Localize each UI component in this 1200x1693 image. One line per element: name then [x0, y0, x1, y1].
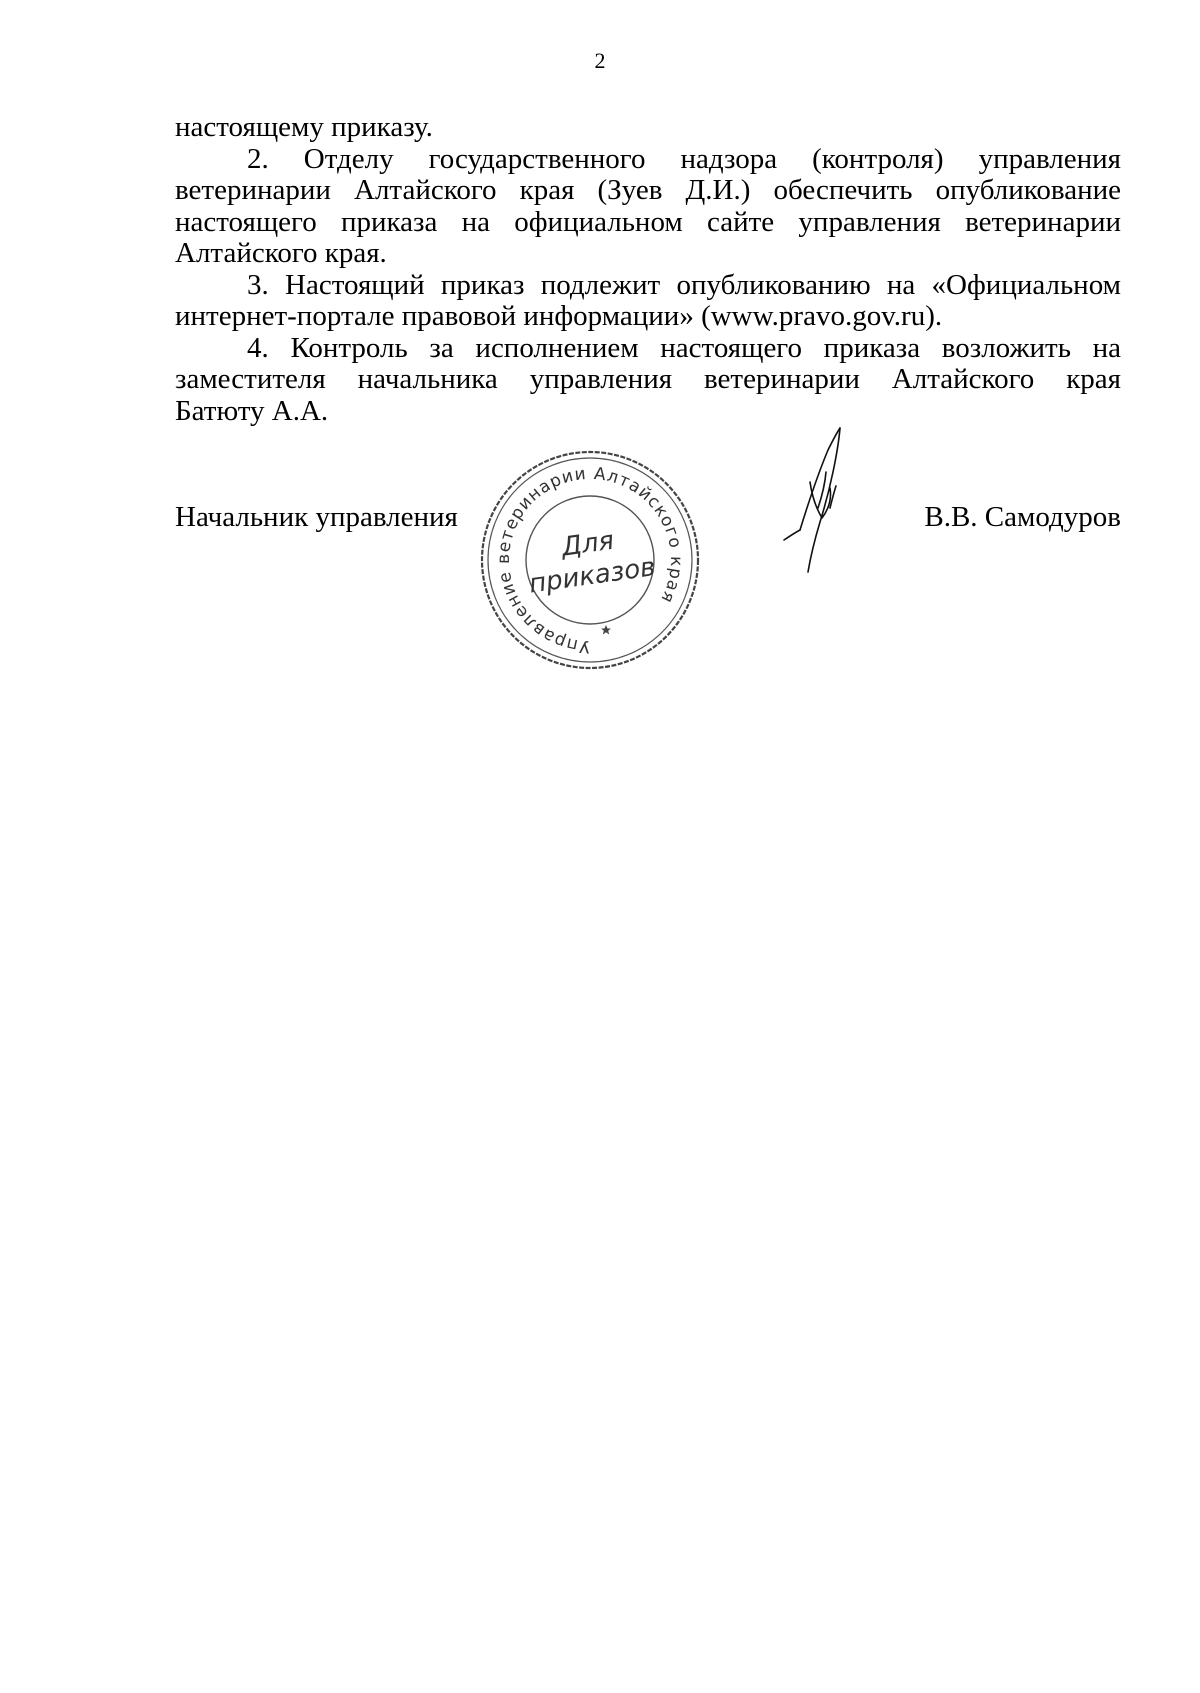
- signer-title: Начальник управления: [175, 501, 458, 533]
- stamp-star-icon: [601, 625, 611, 635]
- stamp-ring-textpath: Управление ветеринарии Алтайского края: [493, 463, 687, 657]
- paragraph-continuation: настоящему приказу.: [175, 111, 433, 143]
- signer-name: В.В. Самодуров: [924, 501, 1121, 533]
- handwritten-signature: [770, 412, 870, 592]
- page-number: 2: [594, 48, 606, 73]
- document-body: [175, 112, 1121, 427]
- paragraph-item-4-end: Батюту А.А.: [175, 394, 329, 427]
- stamp-center-line-1: Для: [559, 525, 616, 563]
- official-stamp: [478, 448, 702, 672]
- paragraph-item-2: 2. Отделу государственного надзора (контроля) управления ветеринарии Алтайского края (Зуев Д.И.) обеспечить опубликование настоящего приказа на официальном сайте управления ветеринарии Алтайского края.: [175, 142, 1121, 269]
- paragraph-item-3: 3. Настоящий приказ подлежит опубликованию на «Официальном интернет-портале правовой информации» (www.pravo.gov.ru).: [175, 268, 1121, 332]
- paragraph-item-4: 4. Контроль за исполнением настоящего приказа возложить на заместителя начальника управления ветеринарии Алтайского края: [175, 331, 1121, 395]
- stamp-center-line-2: приказов: [527, 552, 658, 600]
